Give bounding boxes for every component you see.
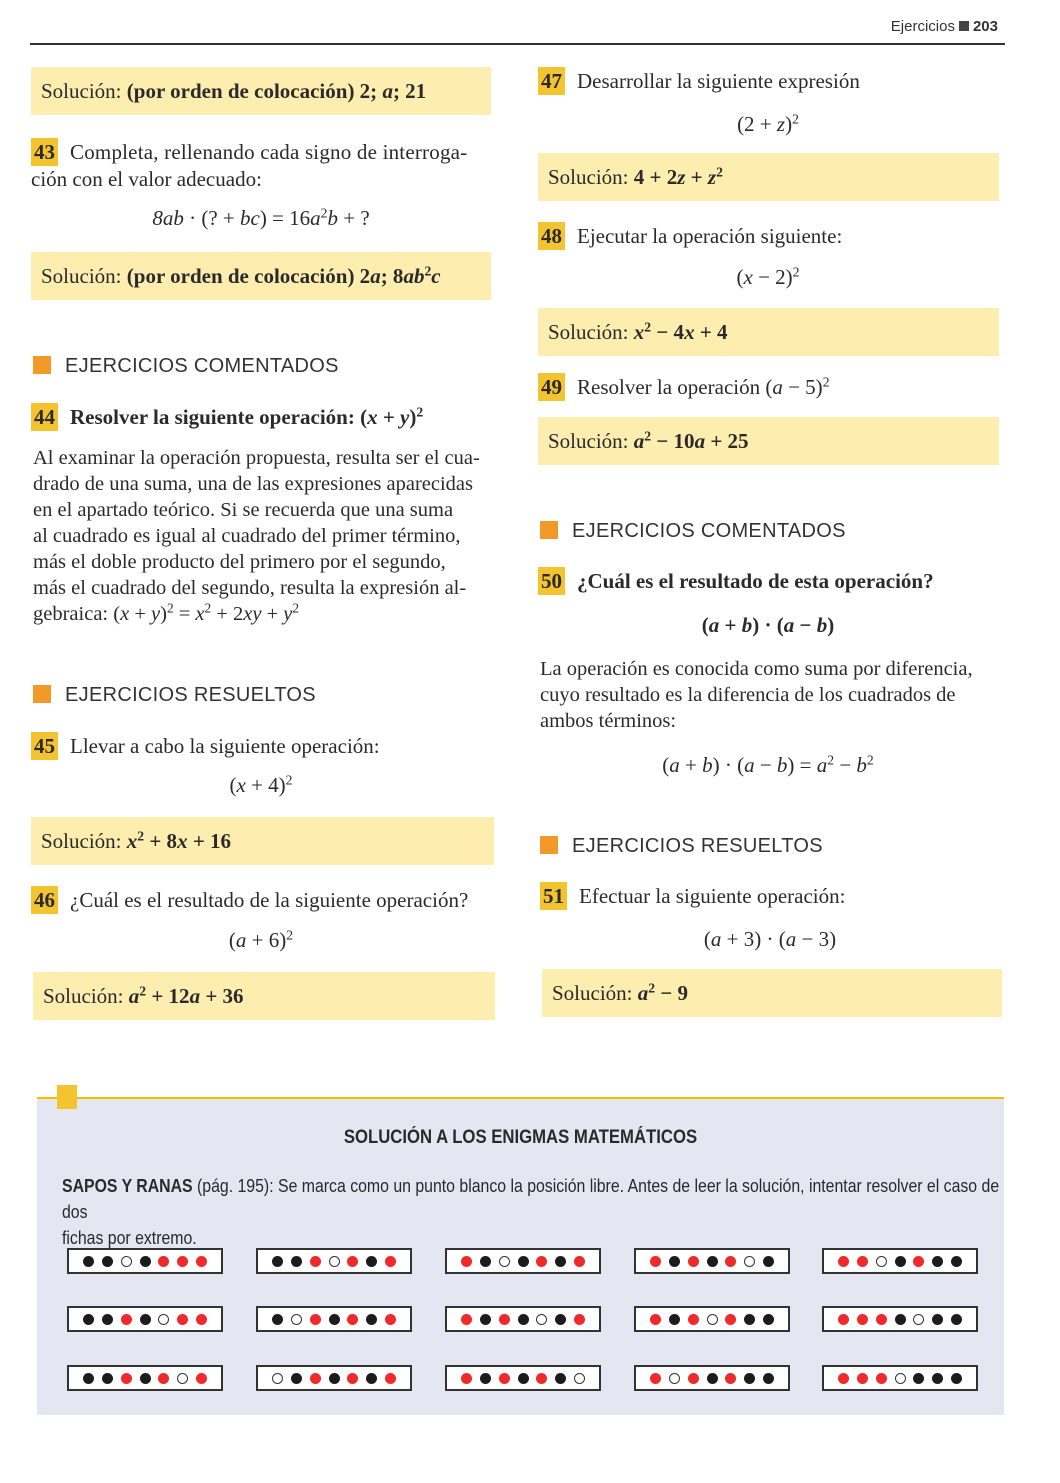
paragraph-line: Al examinar la operación propuesta, resulta ser el cua- (33, 447, 480, 469)
black-dot (366, 1314, 377, 1325)
exercise-50 (538, 567, 1008, 595)
section-heading-solved-right (540, 833, 823, 859)
red-dot (876, 1314, 887, 1325)
enigma-lead: SAPOS Y RANAS (62, 1176, 193, 1196)
exercise-49 (538, 373, 998, 401)
white-dot (329, 1256, 340, 1267)
black-dot (291, 1373, 302, 1384)
black-dot (707, 1256, 718, 1267)
paragraph-line: gebraica: $(x + y)^2 = x^2 + 2xy + y^2$ (33, 600, 300, 625)
black-dot (707, 1373, 718, 1384)
solution-value: $a^2 + 12a + 36$ (128, 983, 244, 1008)
red-dot (574, 1256, 585, 1267)
black-dot (480, 1256, 491, 1267)
red-dot (536, 1256, 547, 1267)
red-dot (857, 1373, 868, 1384)
black-dot (329, 1373, 340, 1384)
solution-label: Solución: (548, 320, 629, 344)
solution-value: $4 + 2z + z^2$ (633, 164, 723, 189)
solution-box-48 (538, 308, 999, 356)
formula-48: $(x - 2)^2$ (736, 264, 800, 289)
solution-box-49 (538, 417, 999, 465)
enigma-text-line2: fichas por extremo. (62, 1228, 197, 1248)
white-dot (177, 1373, 188, 1384)
red-dot (196, 1256, 207, 1267)
black-dot (140, 1256, 151, 1267)
red-dot (121, 1314, 132, 1325)
red-dot (385, 1373, 396, 1384)
section-square-icon (33, 685, 51, 703)
board-12 (634, 1365, 790, 1391)
red-dot (196, 1314, 207, 1325)
exercise-43 (31, 138, 491, 192)
black-dot (669, 1314, 680, 1325)
page-number: 203 (972, 18, 998, 35)
enigma-panel (37, 1097, 1004, 1415)
black-dot (895, 1256, 906, 1267)
exercise-48 (538, 222, 998, 250)
exercise-46 (31, 886, 501, 914)
solution-label: Solución: (41, 264, 122, 288)
black-dot (83, 1373, 94, 1384)
exercise-title: ¿Cuál es el resultado de esta operación? (577, 569, 934, 593)
black-dot (291, 1256, 302, 1267)
board-14 (822, 1306, 978, 1332)
section-square-icon (540, 521, 558, 539)
red-dot (913, 1256, 924, 1267)
red-dot (385, 1256, 396, 1267)
exercise-47 (538, 67, 998, 95)
white-dot (121, 1256, 132, 1267)
board-15 (822, 1365, 978, 1391)
solution-box-47 (538, 153, 999, 201)
red-dot (876, 1373, 887, 1384)
black-dot (951, 1373, 962, 1384)
exercise-text-line2: ción con el valor adecuado: (31, 167, 262, 191)
enigma-text (62, 1173, 1012, 1251)
enigma-marker-icon (57, 1085, 77, 1109)
black-dot (140, 1314, 151, 1325)
black-dot (932, 1373, 943, 1384)
board-8 (445, 1306, 601, 1332)
white-dot (744, 1256, 755, 1267)
red-dot (310, 1256, 321, 1267)
white-dot (876, 1256, 887, 1267)
header-square-icon (959, 21, 969, 31)
red-dot (857, 1256, 868, 1267)
black-dot (480, 1373, 491, 1384)
exercise-number: 43 (31, 138, 58, 166)
solution-box-43 (31, 252, 491, 300)
black-dot (102, 1256, 113, 1267)
white-dot (913, 1314, 924, 1325)
solution-value: $x^2 + 8x + 16$ (126, 828, 232, 853)
paragraph-line: más el cuadrado del segundo, resulta la expresión al- (33, 577, 467, 599)
white-dot (707, 1314, 718, 1325)
black-dot (518, 1373, 529, 1384)
paragraph-line: al cuadrado es igual al cuadrado del primer término, (33, 525, 461, 547)
solution-label: Solución: (43, 984, 124, 1008)
white-dot (272, 1373, 283, 1384)
black-dot (763, 1373, 774, 1384)
red-dot (499, 1314, 510, 1325)
black-dot (951, 1256, 962, 1267)
formula-51: (a + 3) · (a − 3) (703, 927, 837, 951)
solution-label: Solución: (548, 165, 629, 189)
exercise-number: 48 (538, 222, 565, 250)
red-dot (177, 1314, 188, 1325)
red-dot (310, 1314, 321, 1325)
red-dot (158, 1256, 169, 1267)
header-section: Ejercicios (890, 18, 955, 35)
black-dot (555, 1256, 566, 1267)
red-dot (725, 1373, 736, 1384)
exercise-number: 50 (538, 567, 565, 595)
exercise-number: 49 (538, 373, 565, 401)
section-heading-commented-right (540, 518, 846, 544)
black-dot (913, 1373, 924, 1384)
exercise-number: 45 (31, 732, 58, 760)
header-rule (30, 43, 1005, 45)
black-dot (669, 1256, 680, 1267)
red-dot (121, 1373, 132, 1384)
red-dot (838, 1314, 849, 1325)
solution-value: $a^2 - 10a + 25$ (633, 428, 749, 453)
section-title: EJERCICIOS COMENTADOS (65, 355, 339, 377)
board-2 (67, 1306, 223, 1332)
formula-50: (a + b) · (a − b) (701, 613, 835, 637)
red-dot (838, 1256, 849, 1267)
black-dot (932, 1256, 943, 1267)
section-title: EJERCICIOS COMENTADOS (572, 520, 846, 542)
red-dot (688, 1256, 699, 1267)
board-5 (256, 1306, 412, 1332)
black-dot (329, 1314, 340, 1325)
exercise-number: 47 (538, 67, 565, 95)
black-dot (83, 1256, 94, 1267)
enigma-text-line1: (pág. 195): Se marca como un punto blanco la posición libre. Antes de leer la solución, intentar resolver el caso de dos (62, 1176, 1000, 1222)
exercise-text: ¿Cuál es el resultado de la siguiente operación? (70, 888, 469, 912)
red-dot (461, 1256, 472, 1267)
exercise-text: Efectuar la siguiente operación: (579, 884, 846, 908)
solution-box-46 (33, 972, 495, 1020)
exercise-title: Resolver la siguiente operación: $(x + y)^2$ (70, 404, 424, 429)
exercise-number: 46 (31, 886, 58, 914)
paragraph-line: más el doble producto del primero por el segundo, (33, 551, 446, 573)
black-dot (480, 1314, 491, 1325)
white-dot (158, 1314, 169, 1325)
paragraph-line: cuyo resultado es la diferencia de los cuadrados de (540, 684, 956, 706)
formula-47: $(2 + z)^2$ (737, 111, 799, 136)
white-dot (291, 1314, 302, 1325)
board-6 (256, 1365, 412, 1391)
exercise-number: 44 (31, 403, 58, 431)
black-dot (102, 1373, 113, 1384)
board-4 (256, 1248, 412, 1274)
solution-value: $a^2 - 9$ (637, 980, 689, 1005)
solution-value: (por orden de colocación) 2; a; 21 (126, 79, 427, 103)
red-dot (196, 1373, 207, 1384)
black-dot (518, 1256, 529, 1267)
red-dot (347, 1373, 358, 1384)
black-dot (555, 1373, 566, 1384)
exercise-text-line1: Completa, rellenando cada signo de interroga- (70, 140, 468, 164)
section-square-icon (540, 836, 558, 854)
board-3 (67, 1365, 223, 1391)
paragraph-line: ambos términos: (540, 710, 677, 732)
section-title: EJERCICIOS RESUELTOS (572, 835, 823, 857)
solution-box-42 (31, 67, 491, 115)
black-dot (366, 1373, 377, 1384)
red-dot (574, 1314, 585, 1325)
red-dot (347, 1314, 358, 1325)
board-10 (634, 1248, 790, 1274)
red-dot (461, 1373, 472, 1384)
board-1 (67, 1248, 223, 1274)
black-dot (140, 1373, 151, 1384)
black-dot (763, 1314, 774, 1325)
paragraph-50 (540, 656, 1000, 734)
section-title: EJERCICIOS RESUELTOS (65, 684, 316, 706)
solution-box-45 (31, 817, 494, 865)
paragraph-44 (33, 445, 493, 627)
exercise-45 (31, 732, 501, 760)
red-dot (536, 1373, 547, 1384)
exercise-44 (31, 403, 501, 431)
solution-label: Solución: (41, 79, 122, 103)
exercise-number: 51 (540, 882, 567, 910)
white-dot (499, 1256, 510, 1267)
paragraph-line: drado de una suma, una de las expresiones aparecidas (33, 473, 474, 495)
page-header (891, 18, 998, 35)
white-dot (574, 1373, 585, 1384)
solution-label: Solución: (548, 429, 629, 453)
red-dot (857, 1314, 868, 1325)
board-9 (445, 1365, 601, 1391)
white-dot (895, 1373, 906, 1384)
formula-46: $(a + 6)^2$ (228, 927, 294, 952)
solution-value: $x^2 - 4x + 4$ (633, 319, 728, 344)
exercise-51 (540, 882, 1000, 910)
enigma-title: SOLUCIÓN A LOS ENIGMAS MATEMÁTICOS (343, 1127, 698, 1148)
red-dot (461, 1314, 472, 1325)
solution-label: Solución: (41, 829, 122, 853)
red-dot (310, 1373, 321, 1384)
red-dot (177, 1256, 188, 1267)
board-13 (822, 1248, 978, 1274)
black-dot (744, 1373, 755, 1384)
red-dot (650, 1314, 661, 1325)
exercise-text: Ejecutar la operación siguiente: (577, 224, 843, 248)
solution-label: Solución: (552, 981, 633, 1005)
black-dot (272, 1256, 283, 1267)
exercise-text: Llevar a cabo la siguiente operación: (70, 734, 380, 758)
red-dot (838, 1373, 849, 1384)
red-dot (650, 1256, 661, 1267)
red-dot (499, 1373, 510, 1384)
solution-box-51 (542, 969, 1002, 1017)
paragraph-line: en el apartado teórico. Si se recuerda que una suma (33, 499, 454, 521)
red-dot (688, 1373, 699, 1384)
board-7 (445, 1248, 601, 1274)
formula-50-result: $(a + b) \cdot (a - b) = a^2 - b^2$ (662, 752, 874, 777)
red-dot (688, 1314, 699, 1325)
black-dot (763, 1256, 774, 1267)
black-dot (102, 1314, 113, 1325)
board-11 (634, 1306, 790, 1332)
white-dot (669, 1373, 680, 1384)
red-dot (725, 1314, 736, 1325)
red-dot (725, 1256, 736, 1267)
section-square-icon (33, 356, 51, 374)
black-dot (272, 1314, 283, 1325)
black-dot (366, 1256, 377, 1267)
red-dot (650, 1373, 661, 1384)
black-dot (518, 1314, 529, 1325)
white-dot (536, 1314, 547, 1325)
formula-45: $(x + 4)^2$ (229, 772, 293, 797)
paragraph-line: La operación es conocida como suma por diferencia, (540, 658, 973, 680)
black-dot (895, 1314, 906, 1325)
formula-43: 8ab · (? + $bc) = 16a^2b$ + ? (152, 205, 370, 230)
black-dot (83, 1314, 94, 1325)
section-heading-solved (33, 682, 316, 708)
solution-value: (por orden de colocación) 2a; $8ab^2c$ (126, 263, 441, 288)
section-heading-commented (33, 353, 339, 379)
exercise-text: Desarrollar la siguiente expresión (577, 69, 860, 93)
exercise-text: Resolver la operación $(a - 5)^2$ (577, 374, 830, 399)
black-dot (932, 1314, 943, 1325)
red-dot (385, 1314, 396, 1325)
black-dot (744, 1314, 755, 1325)
red-dot (347, 1256, 358, 1267)
red-dot (158, 1373, 169, 1384)
black-dot (951, 1314, 962, 1325)
black-dot (555, 1314, 566, 1325)
